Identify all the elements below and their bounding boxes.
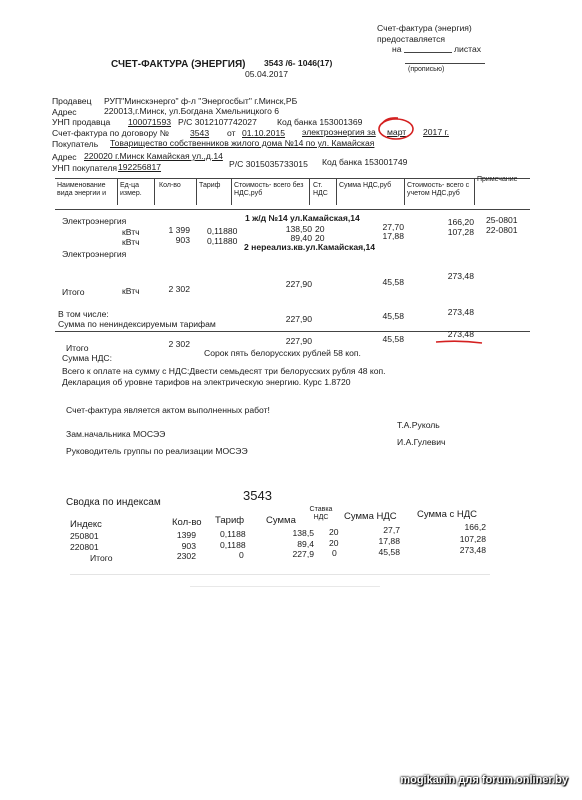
row1-rate: 20: [315, 224, 325, 234]
invoice-number: 3543 /6- 1046(17): [264, 58, 333, 68]
summary-row1-total: 166,2: [464, 522, 486, 532]
row1-cost: 138,50: [285, 224, 312, 234]
summary-number: 3543: [243, 488, 272, 503]
summary-row3-tariff: 0: [239, 550, 244, 560]
summary-row2-sum: 89,4: [297, 539, 314, 549]
summary-row2-vat: 17,88: [378, 536, 400, 546]
summary-row3-sum: 227,9: [292, 549, 314, 559]
buyer-account: Р/С 3015035733015: [229, 159, 308, 169]
summary-row3-qty: 2302: [176, 551, 196, 561]
header-cost-no-vat: Стоимость- всего без НДС,руб: [234, 182, 304, 197]
vat-sum-words: Сорок пять белорусских рублей 58 коп.: [204, 348, 361, 358]
provided-label: предоставляется: [377, 34, 446, 44]
signer2-role: Руководитель группы по реализации МОСЭЭ: [66, 446, 248, 456]
summary-header-tariff: Тариф: [215, 515, 245, 526]
itogo-label: Итого: [62, 287, 85, 297]
in-words-label: (прописью): [408, 66, 445, 73]
section2-address: 2 нереализ.кв.ул.Камайская,14: [244, 242, 376, 252]
header-vat-rate: Ст. НДС: [313, 182, 328, 197]
header-note: Примечание: [477, 176, 518, 183]
final-vat: 45,58: [382, 334, 404, 344]
act-notice: Счет-фактура является актом выполненных работ!: [66, 405, 270, 415]
buyer-bank: Код банка 153001749: [322, 157, 408, 167]
section1-label: Электроэнергия: [62, 216, 127, 226]
itogo-cost: 227,90: [285, 279, 312, 289]
header-quantity: Кол-во: [159, 182, 181, 189]
seller-label: Продавец: [52, 96, 92, 106]
final-cost: 227,90: [285, 336, 312, 346]
row2-total: 107,28: [447, 227, 474, 237]
billing-month: март: [387, 127, 407, 137]
seller-unp-label: УНП продавца: [52, 117, 111, 127]
row2-tariff: 0,11880: [207, 236, 238, 246]
final-total: 273,48: [447, 329, 474, 339]
itogo-unit: кВтч: [122, 286, 140, 296]
row1-vat: 27,70: [382, 222, 404, 232]
summary-header-index: Индекс: [70, 519, 102, 530]
summary-row2-index: 220801: [70, 542, 99, 552]
non-indexed-label: Сумма по нениндексируемым тарифам: [58, 319, 216, 329]
seller-account: Р/С 3012107742027: [178, 117, 257, 127]
summary-row1-rate: 20: [329, 527, 339, 537]
invoice-date: 05.04.2017: [245, 69, 289, 79]
red-underline-mark: [434, 338, 484, 346]
header-unit: Ед-ца измер.: [120, 182, 142, 197]
buyer-name: Товарищество собственников жилого дома №14 по ул. Камайская: [110, 138, 375, 148]
header-vat-sum: Сумма НДС,руб: [339, 182, 392, 189]
signer1-role: Зам.начальника МОСЭЭ: [66, 429, 166, 439]
contract-date: 01.10.2015: [242, 128, 286, 138]
final-label: Итого: [66, 343, 89, 353]
header-total-with-vat: Стоимость- всего с учетом НДС,руб: [407, 182, 470, 197]
summary-row1-sum: 138,5: [292, 528, 314, 538]
buyer-address-label: Адрес: [52, 152, 77, 162]
total-payable-words: Всего к оплате на сумму с НДС:Двести семьдесят три белорусских рубля 48 коп.: [62, 366, 386, 376]
row1-total: 166,20: [447, 217, 474, 227]
section1-address: 1 ж/д №14 ул.Камайская,14: [245, 213, 360, 223]
row1-qty: 1 399: [168, 225, 190, 235]
seller-address: 220013,г.Минск, ул.Богдана Хмельницкого 6: [104, 106, 280, 116]
non-indexed-vat: 45,58: [382, 311, 404, 321]
row2-note: 22-0801: [486, 225, 518, 235]
summary-title: Сводка по индексам: [66, 497, 161, 508]
contract-label: Счет-фактура по договору №: [52, 128, 169, 138]
billing-year: 2017 г.: [423, 127, 449, 137]
summary-row2-rate: 20: [329, 538, 339, 548]
row1-note: 25-0801: [486, 215, 518, 225]
itogo-qty: 2 302: [168, 284, 190, 294]
summary-row3-rate: 0: [332, 548, 337, 558]
section2-label: Электроэнергия: [62, 249, 127, 259]
red-circle-mark: [376, 115, 416, 143]
signer2-name: И.А.Гулевич: [397, 437, 446, 447]
signer1-name: Т.А.Руколь: [397, 420, 440, 430]
seller-bank: Код банка 153001369: [277, 117, 363, 127]
itogo-vat: 45,58: [382, 277, 404, 287]
summary-row3-total: 273,48: [459, 545, 486, 555]
summary-header-vat-rate: Ставка НДС: [309, 506, 333, 521]
tariff-declaration: Декларация об уровне тарифов на электрическую энергию. Курс 1.8720: [62, 377, 351, 387]
summary-header-qty: Кол-во: [172, 517, 202, 528]
summary-header-vat-sum: Сумма НДС: [344, 511, 397, 522]
row2-unit: кВтч: [122, 237, 140, 247]
row2-qty: 903: [175, 235, 190, 245]
watermark: mogikanin для forum.onliner.by: [400, 774, 568, 786]
summary-row1-qty: 1399: [176, 530, 196, 540]
summary-row1-tariff: 0,1188: [220, 529, 246, 539]
header-tariff: Тариф: [199, 182, 221, 189]
final-qty: 2 302: [168, 339, 190, 349]
row1-unit: кВтч: [122, 227, 140, 237]
sheets-label: листах: [454, 44, 482, 54]
buyer-unp: 192256817: [118, 162, 162, 172]
summary-row1-index: 250801: [70, 531, 99, 541]
row2-vat: 17,88: [382, 231, 404, 241]
row2-cost: 89,40: [290, 233, 312, 243]
summary-row2-tariff: 0,1188: [220, 540, 246, 550]
header-energy-type: Наименование вида энергии и: [57, 182, 107, 197]
summary-row1-vat: 27,7: [383, 525, 400, 535]
seller-name: РУП"Минскэнерго" ф-л "Энергосбыт" г.Минск,РБ: [104, 96, 298, 106]
non-indexed-cost: 227,90: [285, 314, 312, 324]
invoice-type-label: Счет-фактура (энергия): [377, 23, 472, 33]
page-title: СЧЕТ-ФАКТУРА (ЭНЕРГИЯ): [111, 59, 246, 70]
non-indexed-total: 273,48: [447, 307, 474, 317]
buyer-label: Покупатель: [52, 139, 99, 149]
itogo-total: 273,48: [447, 271, 474, 281]
buyer-address: 220020 г.Минск Камайская ул.,д.14: [84, 151, 223, 161]
contract-subject: электроэнергия за: [302, 127, 376, 137]
contract-number: 3543: [190, 128, 210, 138]
na-label: на: [392, 44, 402, 54]
seller-unp: 100071593: [128, 117, 172, 127]
buyer-unp-label: УНП покупателя: [52, 163, 118, 173]
including-label: В том числе:: [58, 309, 109, 319]
summary-row2-qty: 903: [181, 541, 196, 551]
vat-sum-label: Сумма НДС:: [62, 353, 113, 363]
summary-row3-vat: 45,58: [378, 547, 400, 557]
summary-row3-index: Итого: [90, 553, 113, 563]
contract-from-label: от: [227, 128, 236, 138]
summary-row2-total: 107,28: [459, 534, 486, 544]
row1-tariff: 0,11880: [207, 226, 238, 236]
summary-header-sum: Сумма: [266, 515, 296, 526]
row2-rate: 20: [315, 233, 325, 243]
seller-address-label: Адрес: [52, 107, 77, 117]
summary-header-total: Сумма с НДС: [417, 509, 478, 520]
